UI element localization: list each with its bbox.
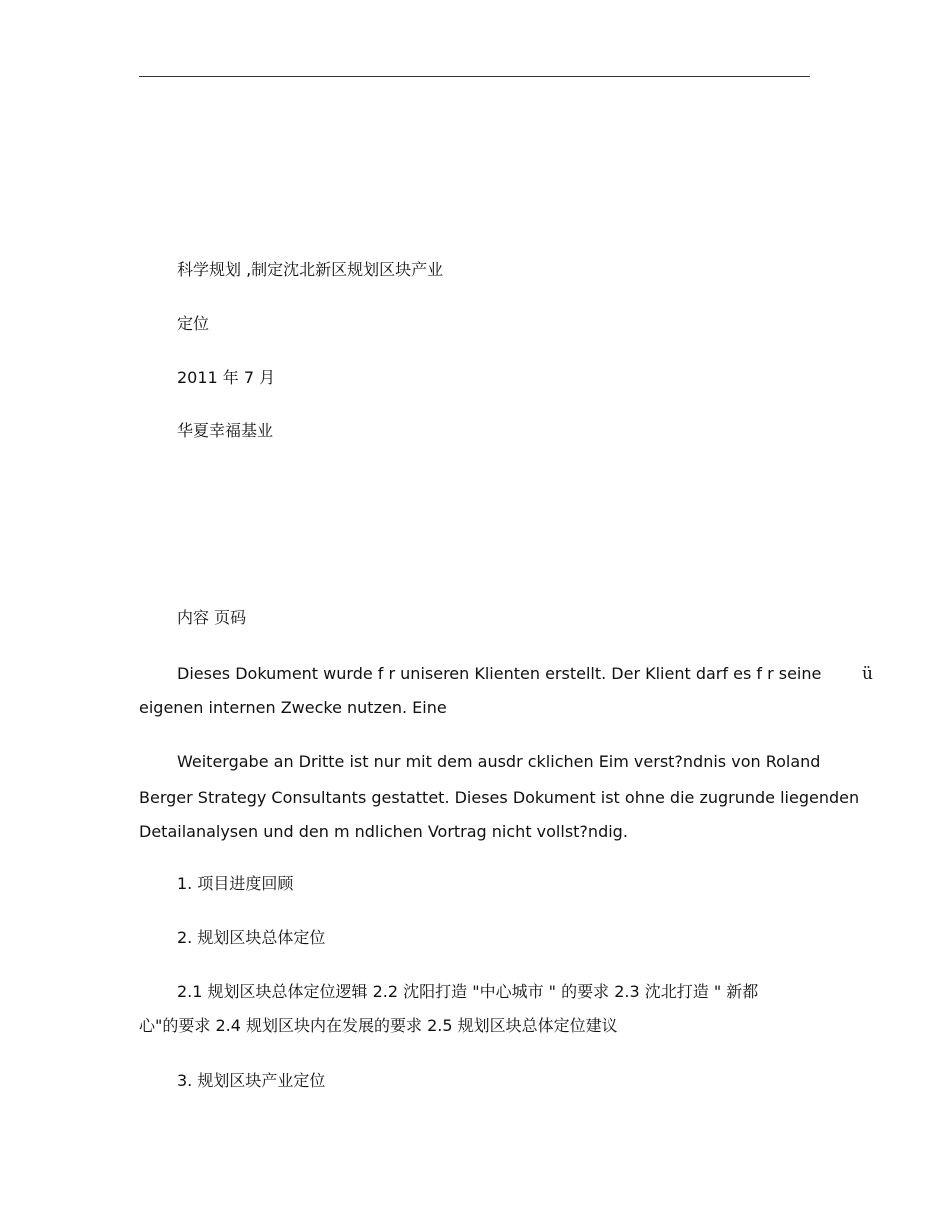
disclaimer-line3: Weitergabe an Dritte ist nur mit dem ausdr cklichen Eim verst?ndnis von Roland [177,752,821,771]
toc-heading: 内容 页码 [177,608,247,627]
header-rule [139,76,810,77]
cover-company: 华夏幸福基业 [177,421,274,440]
disclaimer-line5: Detailanalysen und den m ndlichen Vortrag nicht vollst?ndig. [139,822,628,841]
contents-item-2: 2. 规划区块总体定位 [177,928,326,947]
cover-title-line1: 科学规划 ,制定沈北新区规划区块产业 [177,260,444,279]
cover-date: 2011 年 7 月 [177,368,276,387]
cover-title-line2: 定位 [177,314,210,333]
contents-item-3: 3. 规划区块产业定位 [177,1071,326,1090]
disclaimer-line4: Berger Strategy Consultants gestattet. Dieses Dokument ist ohne die zugrunde liegenden [139,788,860,807]
contents-item-2-sub-line2: 心"的要求 2.4 规划区块内在发展的要求 2.5 规划区块总体定位建议 [139,1016,618,1035]
disclaimer-stray-char: ü [862,664,873,684]
contents-item-2-sub-line1: 2.1 规划区块总体定位逻辑 2.2 沈阳打造 "中心城市 " 的要求 2.3 沈北打造 " 新都 [177,982,759,1001]
disclaimer-line2: eigenen internen Zwecke nutzen. Eine [139,698,447,717]
contents-item-1: 1. 项目进度回顾 [177,874,294,893]
disclaimer-line1: Dieses Dokument wurde f r uniseren Klienten erstellt. Der Klient darf es f r seine [177,664,822,683]
